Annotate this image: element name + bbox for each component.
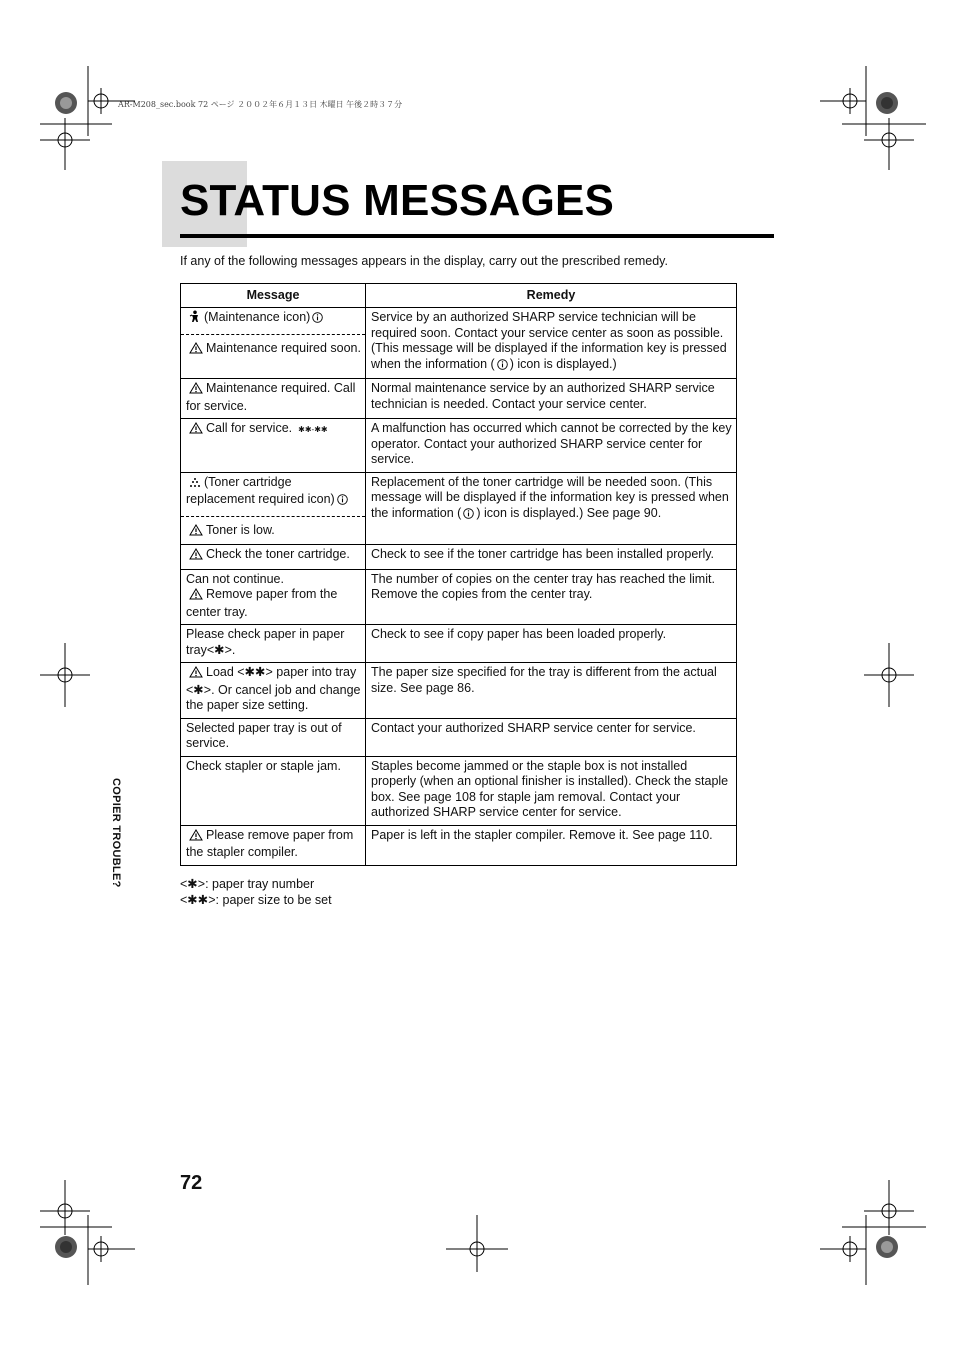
message-part [186, 572, 361, 588]
message-part [186, 587, 361, 620]
message-text: Can not continue. [186, 571, 284, 586]
footnotes [180, 876, 332, 908]
page-title: STATUS MESSAGES [180, 176, 615, 225]
message-cell [181, 718, 366, 756]
page-number: 72 [180, 1172, 203, 1194]
table-header-row [181, 284, 737, 308]
remedy-cell [366, 718, 737, 756]
remedy-cell [366, 379, 737, 419]
message-part [186, 381, 361, 414]
remedy-text: Check to see if the toner cartridge has been installed properly. [371, 547, 715, 561]
message-part [186, 721, 361, 752]
table-row [181, 308, 737, 379]
remedy-text: The number of copies on the center tray has reached the limit. Remove the copies from the center tray. [371, 571, 715, 601]
message-cell [181, 569, 366, 625]
remedy-cell [366, 419, 737, 473]
footnote-tray-number: <✱>: paper tray number [180, 877, 315, 891]
table-row [181, 825, 737, 865]
message-cell [181, 379, 366, 419]
warning-icon [189, 666, 203, 683]
remedy-text: ) icon is displayed.) [509, 356, 617, 371]
warning-icon [189, 829, 203, 846]
remedy-cell [366, 825, 737, 865]
message-text: Load <✱✱> paper into tray <✱>. Or cancel job and change the paper size setting. [186, 665, 361, 712]
message-text: (Maintenance icon) [204, 310, 311, 324]
remedy-text: Contact your authorized SHARP service center for service. [371, 720, 696, 735]
warning-icon [189, 548, 203, 565]
section-side-label: COPIER TROUBLE? [110, 778, 122, 888]
message-text: Check stapler or staple jam. [186, 758, 341, 773]
message-part [186, 665, 361, 714]
intro-text: If any of the following messages appears in the display, carry out the prescribed remedy. [180, 254, 668, 268]
status-messages-table [180, 283, 737, 866]
message-part [186, 759, 361, 775]
warning-icon [189, 342, 203, 359]
remedy-text: The paper size specified for the tray is different from the actual size. See page 86. [371, 665, 717, 695]
message-part [186, 475, 361, 510]
message-text: Selected paper tray is out of service. [186, 720, 342, 750]
message-cell [181, 308, 366, 379]
remedy-text: Replacement of the toner cartridge will be needed soon. (This message will be displayed if the information key is pressed when the information ( [371, 474, 729, 520]
remedy-cell [366, 569, 737, 625]
message-part [186, 828, 361, 861]
information-icon [463, 508, 474, 524]
information-icon [337, 494, 348, 510]
print-header: AR-M208_sec.book 72 ページ ２００２年６月１３日 木曜日 午後２時３７分 [118, 100, 403, 109]
message-text: Remove paper from the center tray. [186, 587, 338, 619]
table-row [181, 663, 737, 719]
warning-icon [189, 382, 203, 399]
header-message: Message [181, 284, 366, 308]
remedy-cell [366, 756, 737, 825]
message-text: Check the toner cartridge. [206, 547, 350, 561]
message-text: Please check paper in paper tray<✱>. [186, 627, 345, 657]
information-icon [312, 312, 323, 328]
information-icon [497, 359, 508, 375]
table-body [181, 308, 737, 866]
message-cell [181, 625, 366, 663]
message-cell [181, 756, 366, 825]
remedy-cell [366, 663, 737, 719]
remedy-text: A malfunction has occurred which cannot be corrected by the key operator. Contact your authorized SHARP service center for service. [371, 421, 732, 466]
table-row [181, 718, 737, 756]
message-cell [181, 472, 366, 545]
remedy-text: Normal maintenance service by an authorized SHARP service technician is needed. Contact your service center. [371, 381, 715, 411]
message-text: (Toner cartridge replacement required icon) [186, 474, 335, 506]
table-row [181, 756, 737, 825]
message-text: Call for service. [206, 421, 293, 435]
error-code-placeholder: ✱✱-✱✱ [298, 425, 328, 434]
remedy-text: Staples become jammed or the staple box is not installed properly (when an optional finisher is installed). Check the staple box. See page 108 for staple jam removal. Contact your authorized SHARP service center for service. [371, 758, 729, 819]
table-row [181, 625, 737, 663]
message-part [181, 516, 365, 541]
maintenance-icon [189, 310, 201, 328]
title-rule [180, 234, 774, 238]
message-text: Please remove paper from the stapler compiler. [186, 827, 354, 859]
remedy-cell [366, 545, 737, 570]
message-part [186, 421, 361, 439]
remedy-cell [366, 308, 737, 379]
remedy-text: ) icon is displayed.) See page 90. [476, 505, 662, 520]
remedy-text: Service by an authorized SHARP service technician will be required soon. Contact your service center as soon as possible. (This message will be displayed if the information key is pressed when the information ( [371, 310, 727, 371]
table-row [181, 545, 737, 570]
remedy-text: Paper is left in the stapler compiler. Remove it. See page 110. [371, 827, 713, 842]
remedy-cell [366, 625, 737, 663]
message-part [186, 310, 361, 328]
message-cell [181, 419, 366, 473]
toner-icon [189, 476, 201, 493]
table-row [181, 379, 737, 419]
message-part [186, 627, 361, 658]
message-text: Toner is low. [206, 522, 275, 537]
table-row [181, 569, 737, 625]
table-row [181, 419, 737, 473]
message-cell [181, 663, 366, 719]
message-cell [181, 545, 366, 570]
message-text: Maintenance required soon. [206, 340, 361, 355]
remedy-text: Check to see if copy paper has been loaded properly. [371, 627, 667, 641]
message-part [186, 547, 361, 565]
header-remedy: Remedy [366, 284, 737, 308]
warning-icon [189, 422, 203, 439]
warning-icon [189, 588, 203, 605]
table-row [181, 472, 737, 545]
message-part [181, 334, 365, 359]
message-cell [181, 825, 366, 865]
footnote-paper-size: <✱✱>: paper size to be set [180, 893, 332, 907]
warning-icon [189, 524, 203, 541]
remedy-cell [366, 472, 737, 545]
message-text: Maintenance required. Call for service. [186, 381, 356, 413]
